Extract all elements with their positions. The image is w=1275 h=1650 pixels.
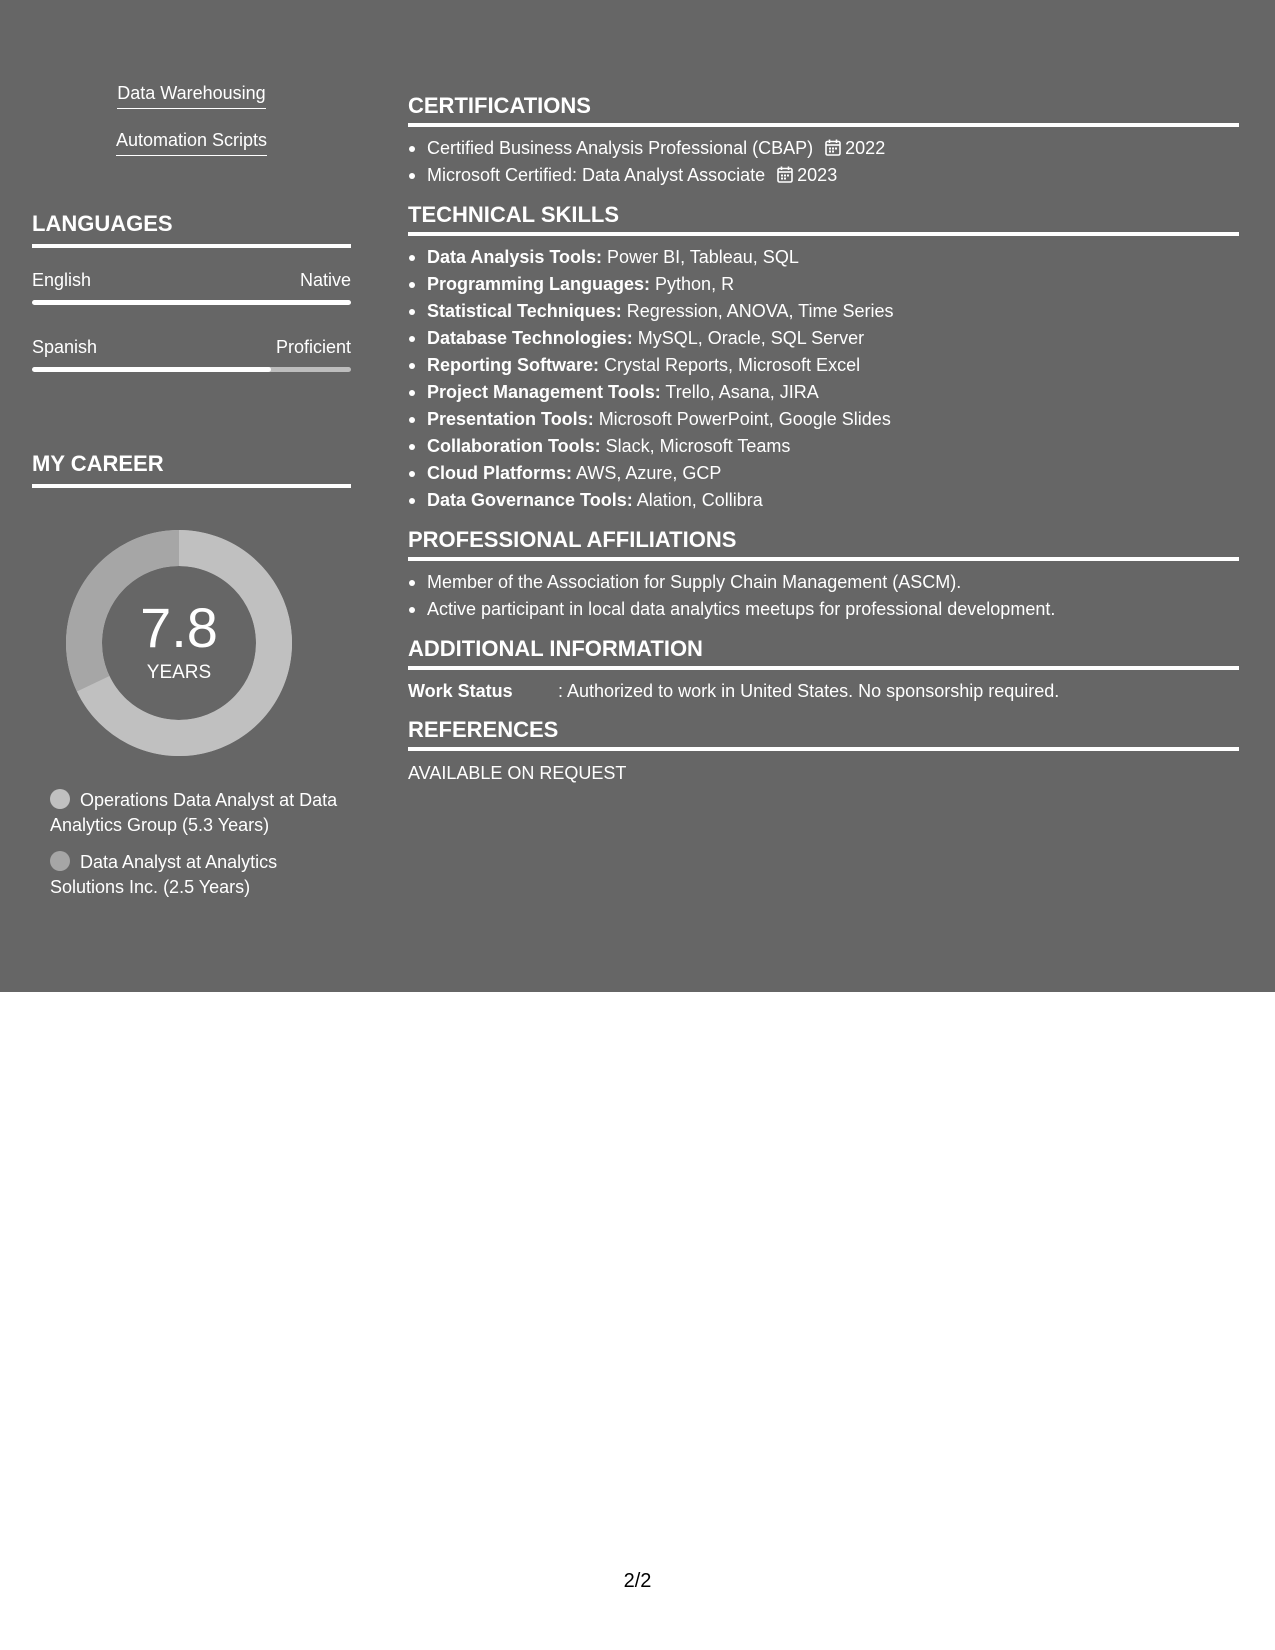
- language-level: Proficient: [275, 337, 351, 357]
- technical-skill-item: [408, 244, 1239, 271]
- certification-item: [408, 162, 1239, 189]
- additional-info-section: [408, 635, 1239, 704]
- right-column: [408, 92, 1239, 799]
- career-donut-chart: [64, 528, 294, 758]
- languages-heading: LANGUAGES: [32, 210, 351, 248]
- career-role-label: Operations Data Analyst at Data Analytics Group (5.3 Years): [50, 790, 338, 835]
- skill-values: AWS, Azure, GCP: [572, 463, 722, 483]
- skill-category: Statistical Techniques:: [427, 301, 622, 321]
- calendar-icon: [777, 166, 793, 183]
- left-column: [32, 80, 351, 897]
- certification-name: Certified Business Analysis Professional (CBAP): [427, 138, 814, 158]
- certifications-section: [408, 92, 1239, 189]
- career-legend-item: [50, 788, 340, 838]
- work-status-value: : Authorized to work in United States. No sponsorship required.: [558, 681, 1060, 701]
- language-proficiency-bar: [32, 300, 351, 305]
- affiliations-section: [408, 526, 1239, 623]
- technical-skill-item: [408, 379, 1239, 406]
- technical-skill-item: [408, 433, 1239, 460]
- calendar-icon: [825, 139, 841, 156]
- career-section: [32, 450, 351, 912]
- skill-values: Alation, Collibra: [632, 490, 763, 510]
- legend-dot-icon: [50, 851, 70, 871]
- technical-skill-item: [408, 352, 1239, 379]
- skill-category: Reporting Software:: [427, 355, 600, 375]
- technical-skill-item: [408, 406, 1239, 433]
- skill-values: Crystal Reports, Microsoft Excel: [599, 355, 861, 375]
- skill-values: Microsoft PowerPoint, Google Slides: [593, 409, 891, 429]
- certifications-heading: CERTIFICATIONS: [408, 92, 1239, 127]
- certification-name: Microsoft Certified: Data Analyst Associate: [427, 165, 766, 185]
- technical-skills-heading: TECHNICAL SKILLS: [408, 201, 1239, 236]
- skill-category: Presentation Tools:: [427, 409, 594, 429]
- skill-category: Data Analysis Tools:: [427, 247, 603, 267]
- language-proficiency-fill: [32, 300, 351, 305]
- affiliation-item: Active participant in local data analytics meetups for professional development.: [408, 596, 1239, 623]
- technical-skills-list: [408, 244, 1239, 514]
- work-status-row: [408, 678, 1239, 704]
- skill-category: Data Governance Tools:: [427, 490, 633, 510]
- additional-info-heading: ADDITIONAL INFORMATION: [408, 635, 1239, 670]
- skill-tag: Data Warehousing: [117, 80, 265, 109]
- language-row: [32, 268, 351, 292]
- skill-values: MySQL, Oracle, SQL Server: [632, 328, 865, 348]
- skill-values: Trello, Asana, JIRA: [660, 382, 819, 402]
- skill-values: Power BI, Tableau, SQL: [602, 247, 799, 267]
- references-heading: REFERENCES: [408, 716, 1239, 751]
- career-heading: MY CAREER: [32, 450, 351, 488]
- career-role-label: Data Analyst at Analytics Solutions Inc. (2.5 Years): [50, 852, 278, 897]
- skill-category: Project Management Tools:: [427, 382, 661, 402]
- languages-section: [32, 210, 351, 372]
- skill-values: Slack, Microsoft Teams: [600, 436, 791, 456]
- skill-category: Collaboration Tools:: [427, 436, 601, 456]
- career-total-unit: YEARS: [146, 662, 212, 683]
- references-text: AVAILABLE ON REQUEST: [408, 763, 627, 783]
- affiliations-heading: PROFESSIONAL AFFILIATIONS: [408, 526, 1239, 561]
- career-legend: [50, 788, 340, 900]
- certification-item: [408, 135, 1239, 162]
- certification-year: 2022: [845, 138, 886, 158]
- language-row: [32, 335, 351, 359]
- skill-category: Database Technologies:: [427, 328, 633, 348]
- skill-tag: Automation Scripts: [116, 127, 267, 156]
- legend-dot-icon: [50, 789, 70, 809]
- technical-skill-item: [408, 460, 1239, 487]
- skill-values: Python, R: [650, 274, 735, 294]
- skill-category: Programming Languages:: [427, 274, 651, 294]
- technical-skill-item: [408, 487, 1239, 514]
- work-status-label: Work Status: [408, 681, 513, 701]
- skill-category: Cloud Platforms:: [427, 463, 573, 483]
- language-name: Spanish: [32, 337, 98, 357]
- technical-skills-section: [408, 201, 1239, 514]
- language-level: Native: [299, 270, 351, 290]
- affiliations-list: [408, 569, 1239, 623]
- references-section: [408, 716, 1239, 787]
- certification-year: 2023: [797, 165, 838, 185]
- affiliation-item: Member of the Association for Supply Chain Management (ASCM).: [408, 569, 1239, 596]
- technical-skill-item: [408, 298, 1239, 325]
- language-name: English: [32, 270, 92, 290]
- language-proficiency-bar: [32, 367, 351, 372]
- career-legend-item: [50, 850, 340, 900]
- skill-tags: [32, 80, 351, 174]
- career-total-value: 7.8: [140, 596, 218, 659]
- skill-values: Regression, ANOVA, Time Series: [621, 301, 894, 321]
- certifications-list: [408, 135, 1239, 189]
- technical-skill-item: [408, 271, 1239, 298]
- page-number: 2/2: [623, 1570, 652, 1592]
- language-proficiency-fill: [32, 367, 271, 372]
- technical-skill-item: [408, 325, 1239, 352]
